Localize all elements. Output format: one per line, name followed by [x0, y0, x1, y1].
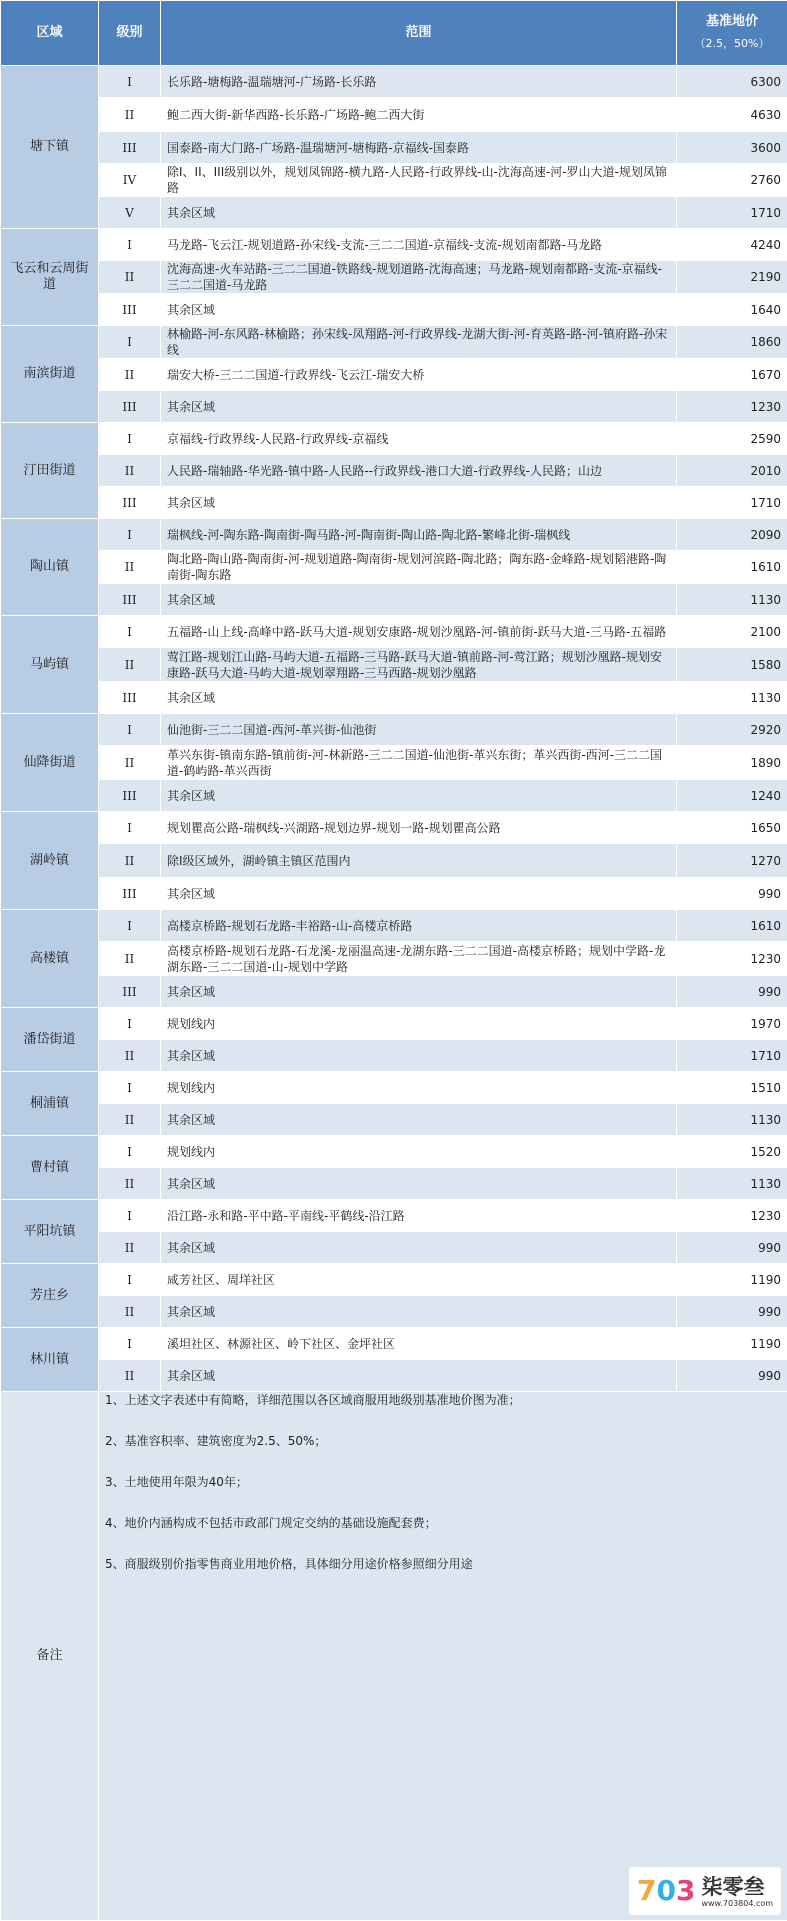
level-cell: III	[99, 682, 161, 714]
table-row	[1, 942, 787, 976]
table-row	[1, 1264, 787, 1296]
level-cell: III	[99, 780, 161, 812]
range-cell: 其余区域	[161, 1104, 677, 1136]
level-cell: II	[99, 1040, 161, 1072]
price-cell: 1640	[677, 294, 787, 326]
level-cell: I	[99, 1264, 161, 1296]
table-row	[1, 391, 787, 423]
header-row	[1, 1, 787, 66]
logo-digit: 0	[656, 1874, 676, 1907]
region-cell: 马屿镇	[1, 616, 99, 714]
level-cell: I	[99, 812, 161, 844]
table-row	[1, 1136, 787, 1168]
price-cell: 1710	[677, 197, 787, 229]
range-cell: 瑞枫线-河-陶东路-陶南街-陶马路-河-陶南街-陶山路-陶北路-繁峰北街-瑞枫线	[161, 519, 677, 551]
price-cell: 1860	[677, 326, 787, 359]
note-item: 1、上述文字表述中有简略，详细范围以各区域商服用地级别基准地价图为准；	[105, 1393, 521, 1407]
table-row	[1, 551, 787, 584]
watermark-logo	[629, 1867, 781, 1915]
range-cell: 其余区域	[161, 1232, 677, 1264]
region-cell: 潘岱街道	[1, 1008, 99, 1072]
level-cell: I	[99, 423, 161, 455]
level-cell: I	[99, 714, 161, 746]
header-price	[677, 1, 787, 66]
range-cell: 其余区域	[161, 294, 677, 326]
level-cell: I	[99, 66, 161, 98]
price-cell: 1890	[677, 746, 787, 780]
region-cell: 平阳坑镇	[1, 1200, 99, 1264]
level-cell: III	[99, 584, 161, 616]
range-cell: 人民路-瑞轴路-华光路-镇中路-人民路--行政界线-港口大道-行政界线-人民路；山边	[161, 455, 677, 487]
range-cell: 其余区域	[161, 487, 677, 519]
level-cell: I	[99, 1008, 161, 1040]
table-row	[1, 1200, 787, 1232]
table-row	[1, 1008, 787, 1040]
logo-text	[701, 1875, 773, 1908]
price-cell: 1610	[677, 910, 787, 942]
table-row	[1, 910, 787, 942]
price-cell: 2190	[677, 261, 787, 294]
table-row	[1, 1232, 787, 1264]
range-cell: 沿江路-永和路-平中路-平南线-平鹤线-沿江路	[161, 1200, 677, 1232]
table-row	[1, 976, 787, 1008]
range-cell: 沈海高速-火车站路-三二二国道-铁路线-规划道路-沈海高速；马龙路-规划南都路-支流-京福线-三二二国道-马龙路	[161, 261, 677, 294]
logo-name: 柒零叁	[701, 1874, 765, 1899]
table-row	[1, 878, 787, 910]
level-cell: II	[99, 98, 161, 132]
range-cell: 溪坦社区、林源社区、岭下社区、金坪社区	[161, 1328, 677, 1360]
range-cell: 莺江路-规划江山路-马屿大道-五福路-三马路-跃马大道-镇前路-河-莺江路；规划沙凰路-规划安康路-跃马大道-马屿大道-规划翠翔路-三马西路-规划沙凰路	[161, 648, 677, 682]
table-row	[1, 423, 787, 455]
region-cell: 桐浦镇	[1, 1072, 99, 1136]
table-row	[1, 132, 787, 164]
range-cell: 除I级区域外，湖岭镇主镇区范围内	[161, 844, 677, 878]
table-row	[1, 746, 787, 780]
price-cell: 1670	[677, 359, 787, 391]
range-cell: 瑞安大桥-三二二国道-行政界线-飞云江-瑞安大桥	[161, 359, 677, 391]
level-cell: II	[99, 455, 161, 487]
level-cell: II	[99, 261, 161, 294]
level-cell: III	[99, 976, 161, 1008]
price-cell: 990	[677, 976, 787, 1008]
level-cell: II	[99, 359, 161, 391]
range-cell: 高楼京桥路-规划石龙路-石龙溪-龙丽温高速-龙湖东路-三二二国道-高楼京桥路；规划中学路-龙湖东路-三二二国道-山-规划中学路	[161, 942, 677, 976]
header-region: 区域	[1, 1, 99, 66]
table-row	[1, 197, 787, 229]
level-cell: II	[99, 746, 161, 780]
price-cell: 6300	[677, 66, 787, 98]
table-row	[1, 1296, 787, 1328]
table-body	[1, 66, 787, 1921]
table-row	[1, 519, 787, 551]
price-cell: 990	[677, 1232, 787, 1264]
table-row	[1, 844, 787, 878]
range-cell: 五福路-山上线-高峰中路-跃马大道-规划安康路-规划沙凰路-河-镇前街-跃马大道-三马路-五福路	[161, 616, 677, 648]
level-cell: II	[99, 1296, 161, 1328]
price-cell: 990	[677, 1296, 787, 1328]
range-cell: 其余区域	[161, 584, 677, 616]
level-cell: III	[99, 294, 161, 326]
level-cell: I	[99, 1328, 161, 1360]
logo-digit: 3	[675, 1874, 696, 1907]
price-cell: 1240	[677, 780, 787, 812]
range-cell: 规划线内	[161, 1072, 677, 1104]
note-item: 4、地价内涵构成不包括市政部门规定交纳的基础设施配套费；	[105, 1516, 437, 1530]
price-cell: 2100	[677, 616, 787, 648]
price-cell: 1710	[677, 487, 787, 519]
price-cell: 4240	[677, 229, 787, 261]
price-cell: 2590	[677, 423, 787, 455]
price-cell: 2760	[677, 164, 787, 197]
table-row	[1, 584, 787, 616]
price-cell: 1580	[677, 648, 787, 682]
range-cell: 林榆路-河-东风路-林榆路；孙宋线-凤翔路-河-行政界线-龙湖大街-河-育英路-路-河-镇府路-孙宋线	[161, 326, 677, 359]
range-cell: 其余区域	[161, 780, 677, 812]
region-cell: 仙降街道	[1, 714, 99, 812]
level-cell: I	[99, 326, 161, 359]
range-cell: 京福线-行政界线-人民路-行政界线-京福线	[161, 423, 677, 455]
level-cell: III	[99, 132, 161, 164]
range-cell: 陶北路-陶山路-陶南街-河-规划道路-陶南街-规划河滨路-陶北路；陶东路-金峰路-规划韬港路-陶南街-陶东路	[161, 551, 677, 584]
table-row	[1, 261, 787, 294]
range-cell: 其余区域	[161, 1040, 677, 1072]
logo-url: www.703804.com	[701, 1898, 774, 1908]
table-row	[1, 682, 787, 714]
table-row	[1, 616, 787, 648]
table-row	[1, 812, 787, 844]
range-cell: 其余区域	[161, 976, 677, 1008]
range-cell: 长乐路-塘梅路-温瑞塘河-广场路-长乐路	[161, 66, 677, 98]
table-row	[1, 359, 787, 391]
price-cell: 1230	[677, 1200, 787, 1232]
price-cell: 1190	[677, 1328, 787, 1360]
price-cell: 1130	[677, 1104, 787, 1136]
level-cell: II	[99, 942, 161, 976]
range-cell: 其余区域	[161, 1360, 677, 1392]
level-cell: I	[99, 519, 161, 551]
range-cell: 鲍二西大街-新华西路-长乐路-广场路-鲍二西大街	[161, 98, 677, 132]
table-row	[1, 648, 787, 682]
note-item: 2、基准容积率、建筑密度为2.5、50%；	[105, 1434, 327, 1448]
level-cell: II	[99, 1168, 161, 1200]
price-cell: 990	[677, 1360, 787, 1392]
region-cell: 塘下镇	[1, 66, 99, 229]
level-cell: III	[99, 487, 161, 519]
price-cell: 1650	[677, 812, 787, 844]
region-cell: 飞云和云周街道	[1, 229, 99, 326]
range-cell: 其余区域	[161, 1296, 677, 1328]
price-cell: 1970	[677, 1008, 787, 1040]
table-row	[1, 1328, 787, 1360]
price-cell: 1520	[677, 1136, 787, 1168]
level-cell: I	[99, 616, 161, 648]
region-cell: 芳庄乡	[1, 1264, 99, 1328]
range-cell: 除I、II、III级别以外，规划凤锦路-横九路-人民路-行政界线-山-沈海高速-河-罗山大道-规划凤锦路	[161, 164, 677, 197]
header-range: 范围	[161, 1, 677, 66]
range-cell: 规划线内	[161, 1136, 677, 1168]
range-cell: 马龙路-飞云江-规划道路-孙宋线-支流-三二二国道-京福线-支流-规划南都路-马龙路	[161, 229, 677, 261]
table-row	[1, 229, 787, 261]
notes-label: 备注	[1, 1392, 99, 1921]
range-cell: 其余区域	[161, 682, 677, 714]
level-cell: I	[99, 1072, 161, 1104]
header-price-sub: （2.5，50%）	[694, 37, 770, 50]
price-cell: 1130	[677, 584, 787, 616]
region-cell: 汀田街道	[1, 423, 99, 519]
table-row	[1, 455, 787, 487]
price-cell: 1230	[677, 391, 787, 423]
price-cell: 1510	[677, 1072, 787, 1104]
level-cell: II	[99, 1360, 161, 1392]
price-cell: 2090	[677, 519, 787, 551]
level-cell: II	[99, 551, 161, 584]
price-cell: 3600	[677, 132, 787, 164]
table-row	[1, 1168, 787, 1200]
range-cell: 高楼京桥路-规划石龙路-丰裕路-山-高楼京桥路	[161, 910, 677, 942]
table-row	[1, 487, 787, 519]
header-price-label: 基准地价	[705, 14, 758, 29]
price-cell: 1610	[677, 551, 787, 584]
price-cell: 1130	[677, 682, 787, 714]
note-item: 5、商服级别价指零售商业用地价格，具体细分用途价格参照细分用途	[105, 1557, 473, 1571]
table-row	[1, 164, 787, 197]
range-cell: 仙池街-三二二国道-西河-革兴街-仙池街	[161, 714, 677, 746]
level-cell: I	[99, 229, 161, 261]
region-cell: 林川镇	[1, 1328, 99, 1392]
table-row	[1, 1072, 787, 1104]
region-cell: 曹村镇	[1, 1136, 99, 1200]
table-row	[1, 714, 787, 746]
range-cell: 咸芳社区、周垟社区	[161, 1264, 677, 1296]
level-cell: I	[99, 910, 161, 942]
price-cell: 2010	[677, 455, 787, 487]
table-row	[1, 294, 787, 326]
level-cell: IV	[99, 164, 161, 197]
notes-body	[99, 1392, 787, 1921]
notes-row	[1, 1392, 787, 1921]
range-cell: 规划瞿高公路-瑞枫线-兴湖路-规划边界-规划一路-规划瞿高公路	[161, 812, 677, 844]
price-cell: 2920	[677, 714, 787, 746]
range-cell: 革兴东街-镇南东路-镇前街-河-林新路-三二二国道-仙池街-革兴东街；革兴西街-西河-三二二国道-鹤屿路-革兴西街	[161, 746, 677, 780]
note-item: 3、土地使用年限为40年；	[105, 1475, 248, 1489]
range-cell: 规划线内	[161, 1008, 677, 1040]
logo-digit: 7	[637, 1874, 657, 1907]
range-cell: 国泰路-南大门路-广场路-温瑞塘河-塘梅路-京福线-国泰路	[161, 132, 677, 164]
logo-mark	[637, 1876, 695, 1906]
table-row	[1, 1360, 787, 1392]
range-cell: 其余区域	[161, 1168, 677, 1200]
price-cell: 1270	[677, 844, 787, 878]
price-cell: 1130	[677, 1168, 787, 1200]
region-cell: 南滨街道	[1, 326, 99, 423]
table-row	[1, 66, 787, 98]
level-cell: II	[99, 1104, 161, 1136]
level-cell: II	[99, 844, 161, 878]
region-cell: 湖岭镇	[1, 812, 99, 910]
header-level: 级别	[99, 1, 161, 66]
price-cell: 4630	[677, 98, 787, 132]
level-cell: V	[99, 197, 161, 229]
level-cell: I	[99, 1136, 161, 1168]
table-row	[1, 1104, 787, 1136]
level-cell: III	[99, 391, 161, 423]
range-cell: 其余区域	[161, 391, 677, 423]
table-row	[1, 1040, 787, 1072]
range-cell: 其余区域	[161, 197, 677, 229]
region-cell: 陶山镇	[1, 519, 99, 616]
price-cell: 1230	[677, 942, 787, 976]
level-cell: III	[99, 878, 161, 910]
level-cell: I	[99, 1200, 161, 1232]
level-cell: II	[99, 648, 161, 682]
table-row	[1, 326, 787, 359]
level-cell: II	[99, 1232, 161, 1264]
region-cell: 高楼镇	[1, 910, 99, 1008]
range-cell: 其余区域	[161, 878, 677, 910]
price-cell: 1710	[677, 1040, 787, 1072]
price-cell: 990	[677, 878, 787, 910]
table-row	[1, 780, 787, 812]
price-cell: 1190	[677, 1264, 787, 1296]
table-row	[1, 98, 787, 132]
